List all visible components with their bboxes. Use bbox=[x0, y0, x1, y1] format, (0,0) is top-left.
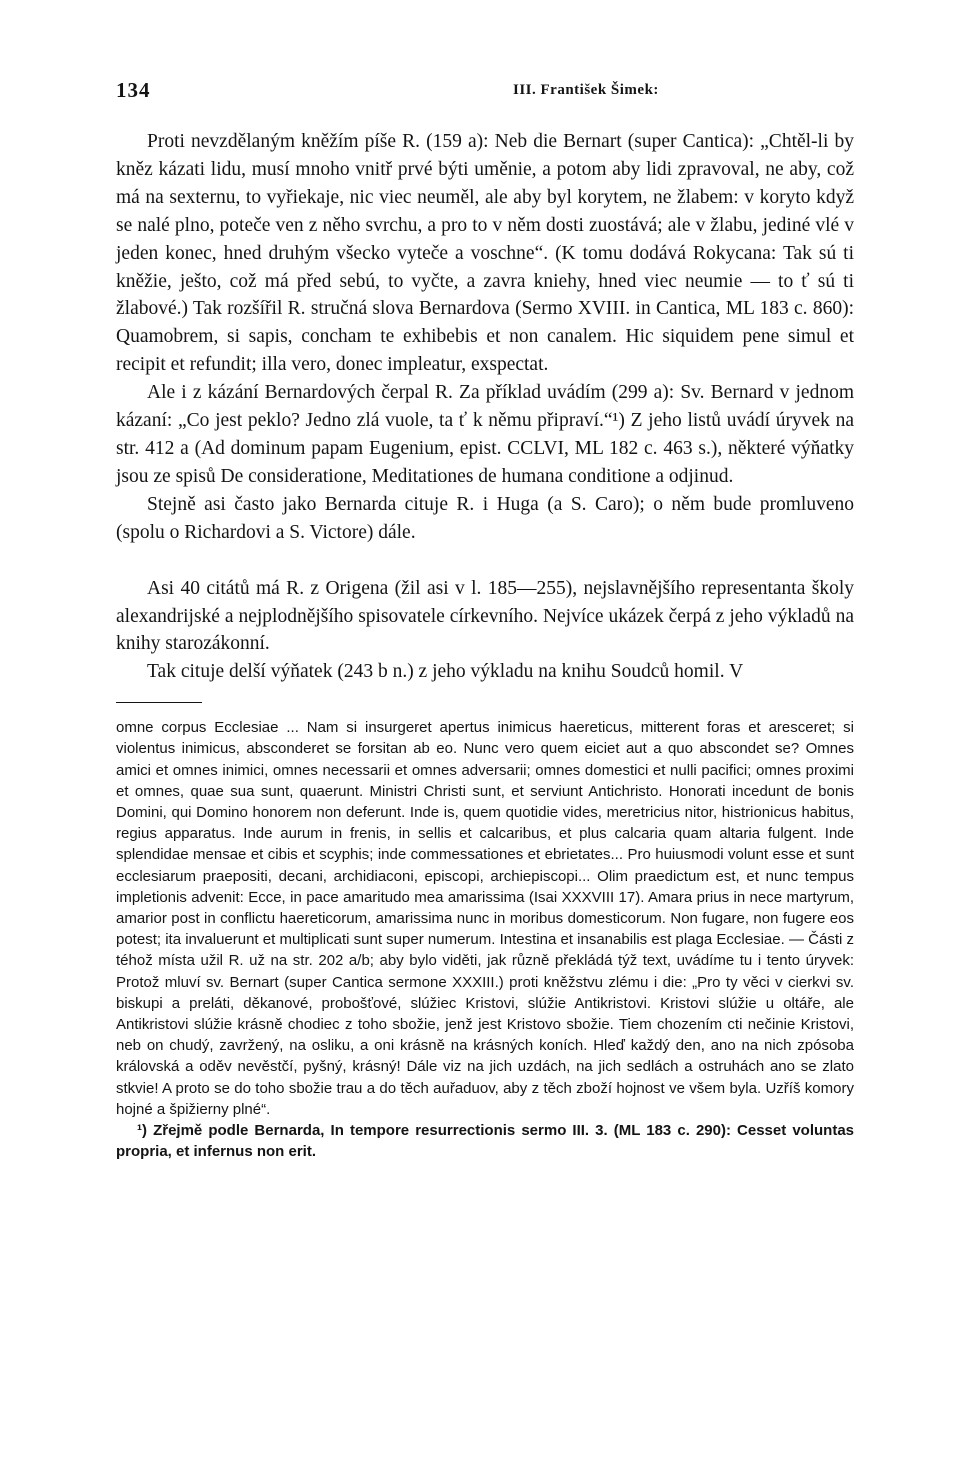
main-text bbox=[116, 128, 854, 1162]
footnote-continued: omne corpus Ecclesiae ... Nam si insurgeret apertus inimicus haereticus, mitterent foras et aresceret; si violentus inimicus, absconderet se forsitan ab eo. Nunc vero quem eiciet aut a quo abscondet se? Omnes amici et omnes inimici, omnes necessarii et omnes adversarii; omnes domestici et nulli pacifici; omnes proximi et omnes, quae sua sunt, quaerunt. Ministri Christi sunt, et serviunt Antichristo. Honorati incedunt de bonis Domini, qui Domino honorem non deferunt. Inde is, quem quotidie vides, meretricius nitor, histrionicus habitus, regius apparatus. Inde aurum in frenis, in sellis et calcaribus, et plus calcaria quam altaria fulgent. Inde splendidae mensae et cibis et scyphis; inde commessationes et ebrietates... Pro huiusmodi volunt esse et sunt ecclesiarum praepositi, decani, archidiaconi, episcopi, archiepiscopi... Olim praedictum est, et nunc tempus impletionis advenit: Ecce, in pace amaritudo mea amarissima (Isai XXXVIII 17). Amara prius in nece martyrum, amarior post in conflictu haereticorum, amarissima nunc in moribus domesticorum. Non fugare, non fugere eos potest; ita invaluerunt et multiplicati sunt super numerum. Intestina et insanabilis est plaga Ecclesiae. — Části z téhož místa užil R. už na str. 202 a/b; aby bylo viděti, jak různě překládá týž text, uvádíme tu i tento úryvek: Protož mluví sv. Bernart (super Cantica sermone XXXIII.) proti kněžstvu zlému i die: „Pro ty věci v cierkvi sv. biskupi a preláti, děkanové, probošťové, slúžiec Kristovi, slúžie Antikristovi. Kristovi slúžie u oltáře, ale Antikristovi slúžie krásně chodiec z toho sbožie, jenž jest Kristovo sbožie. Tiem chozením cti nečinie Kristovi, neb on chudý, zavržený, na osliku, a oni krásně na krásných koních. Hleď každý den, ano na nich zpósoba královská a oděv nevěstčí, pyšný, krásný! Dále viz na jich uzdách, na jich sedlách a ostruhách ano se zlato stkvie! A proto se do toho sbožie trau a do těch auřaduov, aby z těch zboží hojnost ve všem byla. Uzříš komory hojné a špižierny plné“. bbox=[116, 719, 854, 1118]
page-number: 134 bbox=[116, 78, 151, 102]
footnote-divider bbox=[116, 702, 202, 703]
paragraph-hugo: Stejně asi často jako Bernarda cituje R. i Huga (a S. Caro); o něm bude promluveno (spolu o Richardovi a S. Victore) dále. bbox=[116, 493, 854, 543]
section-gap bbox=[116, 547, 854, 575]
footnote-1: ¹) Zřejmě podle Bernarda, In tempore resurrectionis sermo III. 3. (ML 183 c. 290): Cesset voluntas propria, et infernus non erit. bbox=[116, 1122, 854, 1161]
paragraph-origen-quote: Tak cituje delší výňatek (243 b n.) z jeho výkladu na knihu Soudců homil. V bbox=[147, 661, 744, 683]
paragraph-origen: Asi 40 citátů má R. z Origena (žil asi v l. 185—255), nejslavnějšího representanta školy alexandrijské a nejplodnějšího spisovatele církevního. Nejvíce ukázek čerpá z jeho výkladů na knihy starozákonní. bbox=[116, 577, 854, 655]
paragraph-bernard-preachers: Proti nevzdělaným kněžím píše R. (159 a): Neb die Bernart (super Cantica): „Chtěl-li by kněz kázati lidu, musí mnoho vnitř prvé býti uměnie, a potom aby lidi zpravoval, ne aby, což má na sexternu, to vyřiekaje, nic viec neuměl, ale aby byl korytem, ne žlabem: v koryto když se nalé plno, poteče ven z něho svrchu, a pro to v něm dosti zuostává; ale v žlabu, jediné vlé v jeden konec, hned druhým všecko vyteče a voschne“. (K tomu dodává Rokycana: Tak sú ti kněžie, ješto, což má před sebú, to vyčte, a zavra kniehy, hned viec neumie — to ť sú ti žlabové.) Tak rozšířil R. stručná slova Bernardova (Sermo XVIII. in Cantica, ML 183 c. 860): Quamobrem, si sapis, concham te exhibebis et non canalem. Hic siquidem pene simul et recipit et refundit; illa vero, donec impleatur, exspectat. bbox=[116, 131, 854, 376]
running-header bbox=[116, 78, 852, 106]
running-title: III. František Šimek: bbox=[513, 82, 659, 98]
paragraph-bernard-sermons: Ale i z kázání Bernardových čerpal R. Za příklad uvádím (299 a): Sv. Bernard v jednom kázaní: „Co jest peklo? Jedno zlá vuole, ta ť k němu připraví.“¹) Z jeho listů uvádí úryvek na str. 412 a (Ad dominum papam Eugenium, epist. CCLVI, ML 182 c. 463 s.), některé výňatky jsou ze spisů De consideratione, Meditationes de humana conditione a odjinud. bbox=[116, 382, 854, 487]
